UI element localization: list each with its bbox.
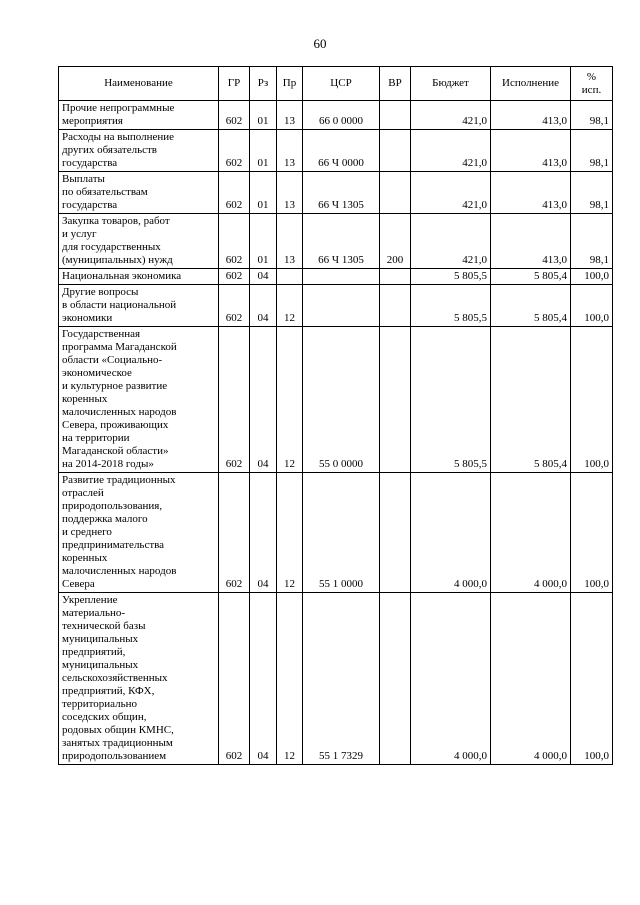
row-vr: [380, 172, 411, 214]
row-pr: 13: [277, 214, 303, 269]
row-pr: 12: [277, 593, 303, 765]
row-gr: 602: [219, 327, 250, 473]
row-execution: 4 000,0: [491, 473, 571, 593]
row-rz: 04: [250, 269, 277, 285]
row-gr: 602: [219, 130, 250, 172]
row-csr: [303, 285, 380, 327]
row-vr: 200: [380, 214, 411, 269]
row-execution: 5 805,4: [491, 327, 571, 473]
row-csr: 66 Ч 0000: [303, 130, 380, 172]
table-row: [59, 327, 613, 473]
row-percent: 100,0: [571, 285, 613, 327]
row-name: Государственная программа Магаданской области «Социально- экономическое и культурное развитие коренных малочисленных народов Севера, проживающих на территории Магаданской области» на 2014-2018 годы»: [59, 327, 219, 473]
row-csr: 55 1 0000: [303, 473, 380, 593]
row-budget: 5 805,5: [411, 269, 491, 285]
row-execution: 4 000,0: [491, 593, 571, 765]
row-rz: 04: [250, 593, 277, 765]
col-header-pr: Пр: [277, 67, 303, 101]
row-pr: 13: [277, 101, 303, 130]
table-header-row: [59, 67, 613, 101]
table-row: [59, 285, 613, 327]
row-pr: 13: [277, 172, 303, 214]
row-csr: 66 Ч 1305: [303, 214, 380, 269]
row-pr: 12: [277, 327, 303, 473]
row-pr: [277, 269, 303, 285]
row-vr: [380, 269, 411, 285]
table-row: [59, 101, 613, 130]
table-row: [59, 172, 613, 214]
row-budget: 4 000,0: [411, 473, 491, 593]
row-execution: 413,0: [491, 214, 571, 269]
row-execution: 5 805,4: [491, 285, 571, 327]
row-csr: 66 0 0000: [303, 101, 380, 130]
row-rz: 04: [250, 285, 277, 327]
row-execution: 413,0: [491, 101, 571, 130]
row-budget: 5 805,5: [411, 285, 491, 327]
col-header-percent: % исп.: [571, 67, 613, 101]
col-header-vr: ВР: [380, 67, 411, 101]
row-pr: 12: [277, 473, 303, 593]
table-row: [59, 269, 613, 285]
col-header-rz: Рз: [250, 67, 277, 101]
col-header-budget: Бюджет: [411, 67, 491, 101]
row-pr: 12: [277, 285, 303, 327]
row-name: Национальная экономика: [59, 269, 219, 285]
row-vr: [380, 473, 411, 593]
table-row: [59, 214, 613, 269]
col-header-execution: Исполнение: [491, 67, 571, 101]
table-row: [59, 130, 613, 172]
col-header-csr: ЦСР: [303, 67, 380, 101]
row-pr: 13: [277, 130, 303, 172]
row-percent: 98,1: [571, 101, 613, 130]
row-execution: 5 805,4: [491, 269, 571, 285]
row-name: Прочие непрограммные мероприятия: [59, 101, 219, 130]
row-gr: 602: [219, 593, 250, 765]
row-percent: 98,1: [571, 130, 613, 172]
row-gr: 602: [219, 473, 250, 593]
row-vr: [380, 327, 411, 473]
row-vr: [380, 130, 411, 172]
col-header-gr: ГР: [219, 67, 250, 101]
row-csr: 55 0 0000: [303, 327, 380, 473]
row-gr: 602: [219, 214, 250, 269]
row-gr: 602: [219, 101, 250, 130]
row-percent: 98,1: [571, 172, 613, 214]
row-percent: 100,0: [571, 269, 613, 285]
row-rz: 01: [250, 130, 277, 172]
row-budget: 421,0: [411, 130, 491, 172]
row-name: Выплаты по обязательствам государства: [59, 172, 219, 214]
row-name: Другие вопросы в области национальной экономики: [59, 285, 219, 327]
row-vr: [380, 101, 411, 130]
row-rz: 01: [250, 172, 277, 214]
row-gr: 602: [219, 269, 250, 285]
row-percent: 100,0: [571, 473, 613, 593]
budget-execution-table: [58, 66, 613, 765]
row-name: Развитие традиционных отраслей природопользования, поддержка малого и среднего предпринимательства коренных малочисленных народов Севера: [59, 473, 219, 593]
row-percent: 98,1: [571, 214, 613, 269]
row-csr: 55 1 7329: [303, 593, 380, 765]
row-name: Закупка товаров, работ и услуг для государственных (муниципальных) нужд: [59, 214, 219, 269]
row-budget: 4 000,0: [411, 593, 491, 765]
row-csr: 66 Ч 1305: [303, 172, 380, 214]
row-rz: 04: [250, 327, 277, 473]
row-budget: 5 805,5: [411, 327, 491, 473]
col-header-name: Наименование: [59, 67, 219, 101]
row-budget: 421,0: [411, 214, 491, 269]
row-gr: 602: [219, 285, 250, 327]
row-vr: [380, 285, 411, 327]
row-gr: 602: [219, 172, 250, 214]
row-percent: 100,0: [571, 327, 613, 473]
row-execution: 413,0: [491, 172, 571, 214]
row-rz: 01: [250, 101, 277, 130]
row-csr: [303, 269, 380, 285]
row-budget: 421,0: [411, 172, 491, 214]
row-rz: 04: [250, 473, 277, 593]
row-budget: 421,0: [411, 101, 491, 130]
row-execution: 413,0: [491, 130, 571, 172]
row-name: Укрепление материально- технической базы муниципальных предприятий, муниципальных сельскохозяйственных предприятий, КФХ, территориально соседских общин, родовых общин КМНС, занятых традиционным природопользованием: [59, 593, 219, 765]
row-name: Расходы на выполнение других обязательств государства: [59, 130, 219, 172]
table-row: [59, 593, 613, 765]
row-percent: 100,0: [571, 593, 613, 765]
page-number: 60: [313, 36, 327, 51]
row-rz: 01: [250, 214, 277, 269]
table-row: [59, 473, 613, 593]
row-vr: [380, 593, 411, 765]
